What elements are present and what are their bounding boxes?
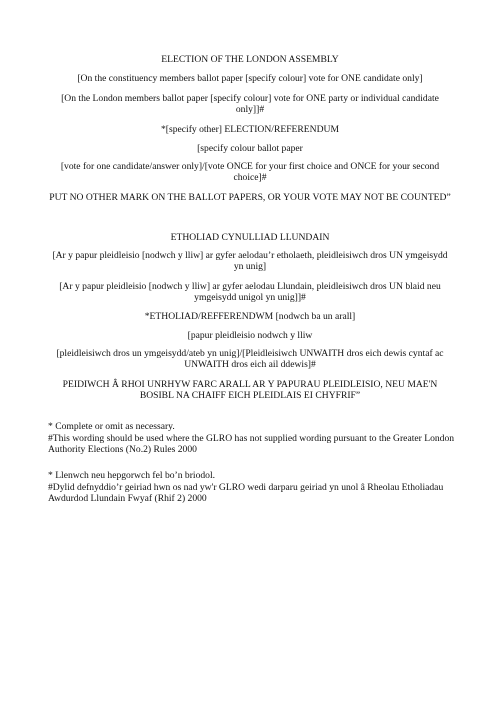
english-other-election: *[specify other] ELECTION/REFERENDUM [161, 124, 339, 135]
english-asterisk-note: * Complete or omit as necessary. [48, 421, 175, 432]
english-london-members-instruction: [On the London members ballot paper [specify colour] vote for ONE party or individual candidate only]]# [61, 93, 439, 116]
welsh-constituency-instruction: [Ar y papur pleidleisio [nodwch y lliw] ar gyfer aelodau’r etholaeth, pleidleisiwch dros UN ymgeisydd yn unig] [52, 250, 448, 273]
english-ballot-colour: [specify colour ballot paper [197, 143, 303, 154]
welsh-other-election: *ETHOLIAD/REFFERENDWM [nodwch ba un arall] [144, 311, 356, 322]
welsh-warning: PEIDIWCH Â RHOI UNRHYW FARC ARALL AR Y PAPURAU PLEIDLEISIO, NEU MAE'N BOSIBL NA CHAIFF EICH PLEIDLAIS EI CHYFRIF” [62, 379, 438, 402]
welsh-vote-instruction: [pleidleisiwch dros un ymgeisydd/ateb yn unig]/[Pleidleisiwch UNWAITH dros eich dewis cyntaf ac UNWAITH dros eich ail ddewis]# [56, 348, 444, 371]
english-title: ELECTION OF THE LONDON ASSEMBLY [161, 54, 339, 65]
english-vote-instruction: [vote for one candidate/answer only]/[vote ONCE for your first choice and ONCE for your second choice]# [60, 161, 440, 184]
welsh-hash-note: #Dylid defnyddio’r geiriad hwn os nad yw'r GLRO wedi darparu geiriad yn unol â Rheolau Etholiadau Awdurdod Llundain Fwyaf (Rhif 2) 2000 [48, 482, 444, 505]
english-warning: PUT NO OTHER MARK ON THE BALLOT PAPERS, OR YOUR VOTE MAY NOT BE COUNTED” [49, 192, 451, 203]
welsh-asterisk-note: * Llenwch neu hepgorwch fel bo’n briodol. [48, 470, 216, 481]
welsh-london-members-instruction: [Ar y papur pleidleisio [nodwch y lliw] ar gyfer aelodau Llundain, pleidleisiwch dros UN blaid neu ymgeisydd unigol yn unig]]# [59, 281, 441, 304]
welsh-ballot-colour: [papur pleidleisio nodwch y lliw [187, 330, 313, 341]
english-constituency-instruction: [On the constituency members ballot paper [specify colour] vote for ONE candidate only] [77, 73, 423, 84]
welsh-title: ETHOLIAD CYNULLIAD LLUNDAIN [170, 232, 330, 243]
english-hash-note: #This wording should be used where the GLRO has not supplied wording pursuant to the Greater London Authority Elections (No.2) Rules 2000 [48, 433, 455, 456]
